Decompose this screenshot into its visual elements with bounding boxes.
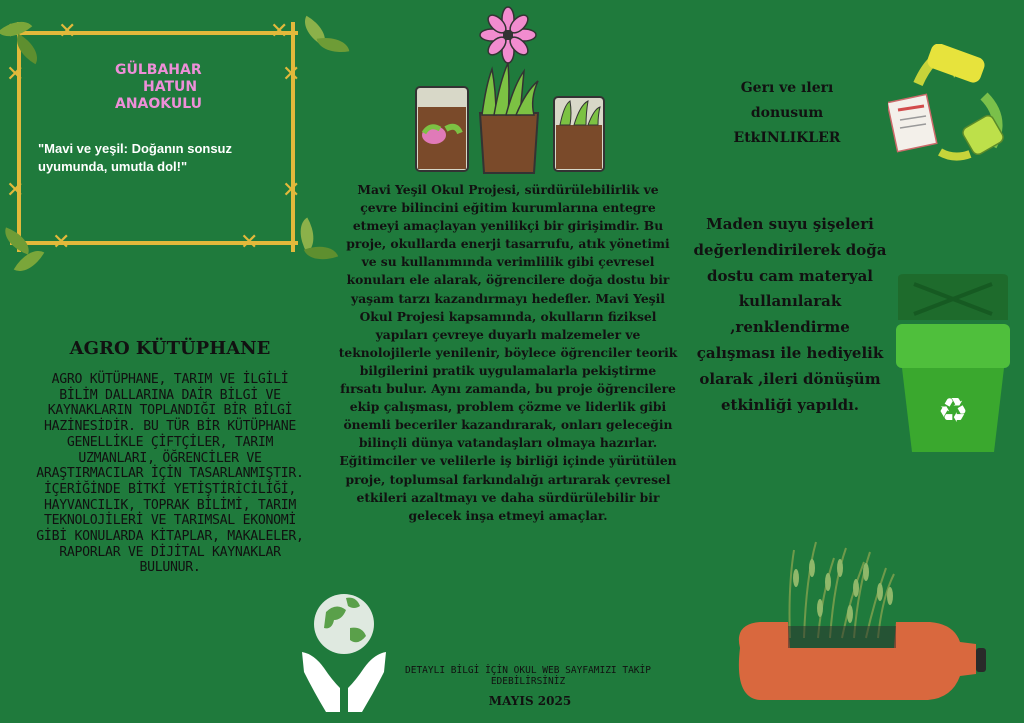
agro-library-text: AGRO KÜTÜPHANE, TARIM VE İLGİLİ BİLİM DALLARINA DAİR BİLGİ VE KAYNAKLARIN TOPLANDIĞI BİR BİLGİ HAZİNESİDİR. BU TÜR BİR KÜTÜPHANE GENELLİKLE ÇİFTÇİLER, TARIM UZMANLARI, ÖĞRENCİLER VE ARAŞTIRMACILAR İÇİN TASARLANMIŞTIR. İÇERİĞİNDE BİTKİ YETİŞTİRİCİLİĞİ, HAYVANCILIK, TOPRAK BİLİMİ, TARIM TEKNOLOJİLERİ VE TARIMSAL EKONOMİ GİBİ KONULARDA KİTAPLAR, MAKALELER, RAPORLAR VE DİJİTAL KAYNAKLAR BULUNUR. [36,372,304,576]
motto-quote: "Mavi ve yeşil: Doğanın sonsuz uyumunda, umutla dol!" [38,141,232,174]
school-name-line-2: HATUN [143,79,198,95]
school-name-line-1: GÜLBAHAR [115,62,202,78]
project-description: Mavi Yeşil Okul Projesi, sürdürülebilirlik ve çevre bilincini eğitim kurumlarına entegre etmeyi amaçlayan yenilikçi bir girişimdir. Bu proje, okullarda enerji tasarrufu, atık yönetimi ve su kullanımında verimlilik gibi çevresel konuları ele alarak, öğrencilere doğa dostu bir yaşam tarzı kazandırmayı hedefler. Mavi Yeşil Okul Projesi kapsamında, okulların fiziksel yapıları çevreye duyarlı malzemeler ve teknolojilerle yenilenir, böylece öğrenciler teorik bilgilerini pratik uygulamalarla pekiştirme fırsatı bulur. Aynı zamanda, bu proje öğrencilere ekip çalışması, problem çözme ve liderlik gibi önemli beceriler kazandırarak, onları geleceğin bilinçli dünya vatandaşları olmaya hazırlar. Eğitimciler ve velilerle iş birliği içinde yürütülen proje, toplumsal farkındalığı artırarak çevresel etkileri azaltmayı ve daha sürdürülebilir bir gelecek inşa etmeyi amaçlar. [338,182,678,523]
svg-text:♻: ♻ [937,391,969,431]
recycling-events-title: Gerı ve ılerı donusum EtkINLIKLER [733,80,841,146]
agro-library-title: AGRO KÜTÜPHANE [69,338,271,359]
flower-pots-icon [410,5,610,175]
recycle-icon [888,44,1018,164]
publication-date: MAYIS 2025 [488,694,572,708]
web-info-note: DETAYLI BİLGİ İÇİN OKUL WEB SAYFAMIZI TAKİP EDEBİLİRSİNİZ [405,665,651,687]
bottle-planter-icon [730,538,992,712]
school-name [115,62,255,113]
glass-bottle-activity-text: Maden suyu şişeleri değerlendirilerek doğa dostu cam materyal kullanılarak ,renklendirme çalışması ile hediyelik olarak ,ileri dönüşüm etkinliği yapıldı. [693,215,887,414]
recycle-bin-icon [894,270,1012,456]
earth-hands-icon [296,588,392,714]
school-name-line-3: ANAOKULU [115,96,203,112]
